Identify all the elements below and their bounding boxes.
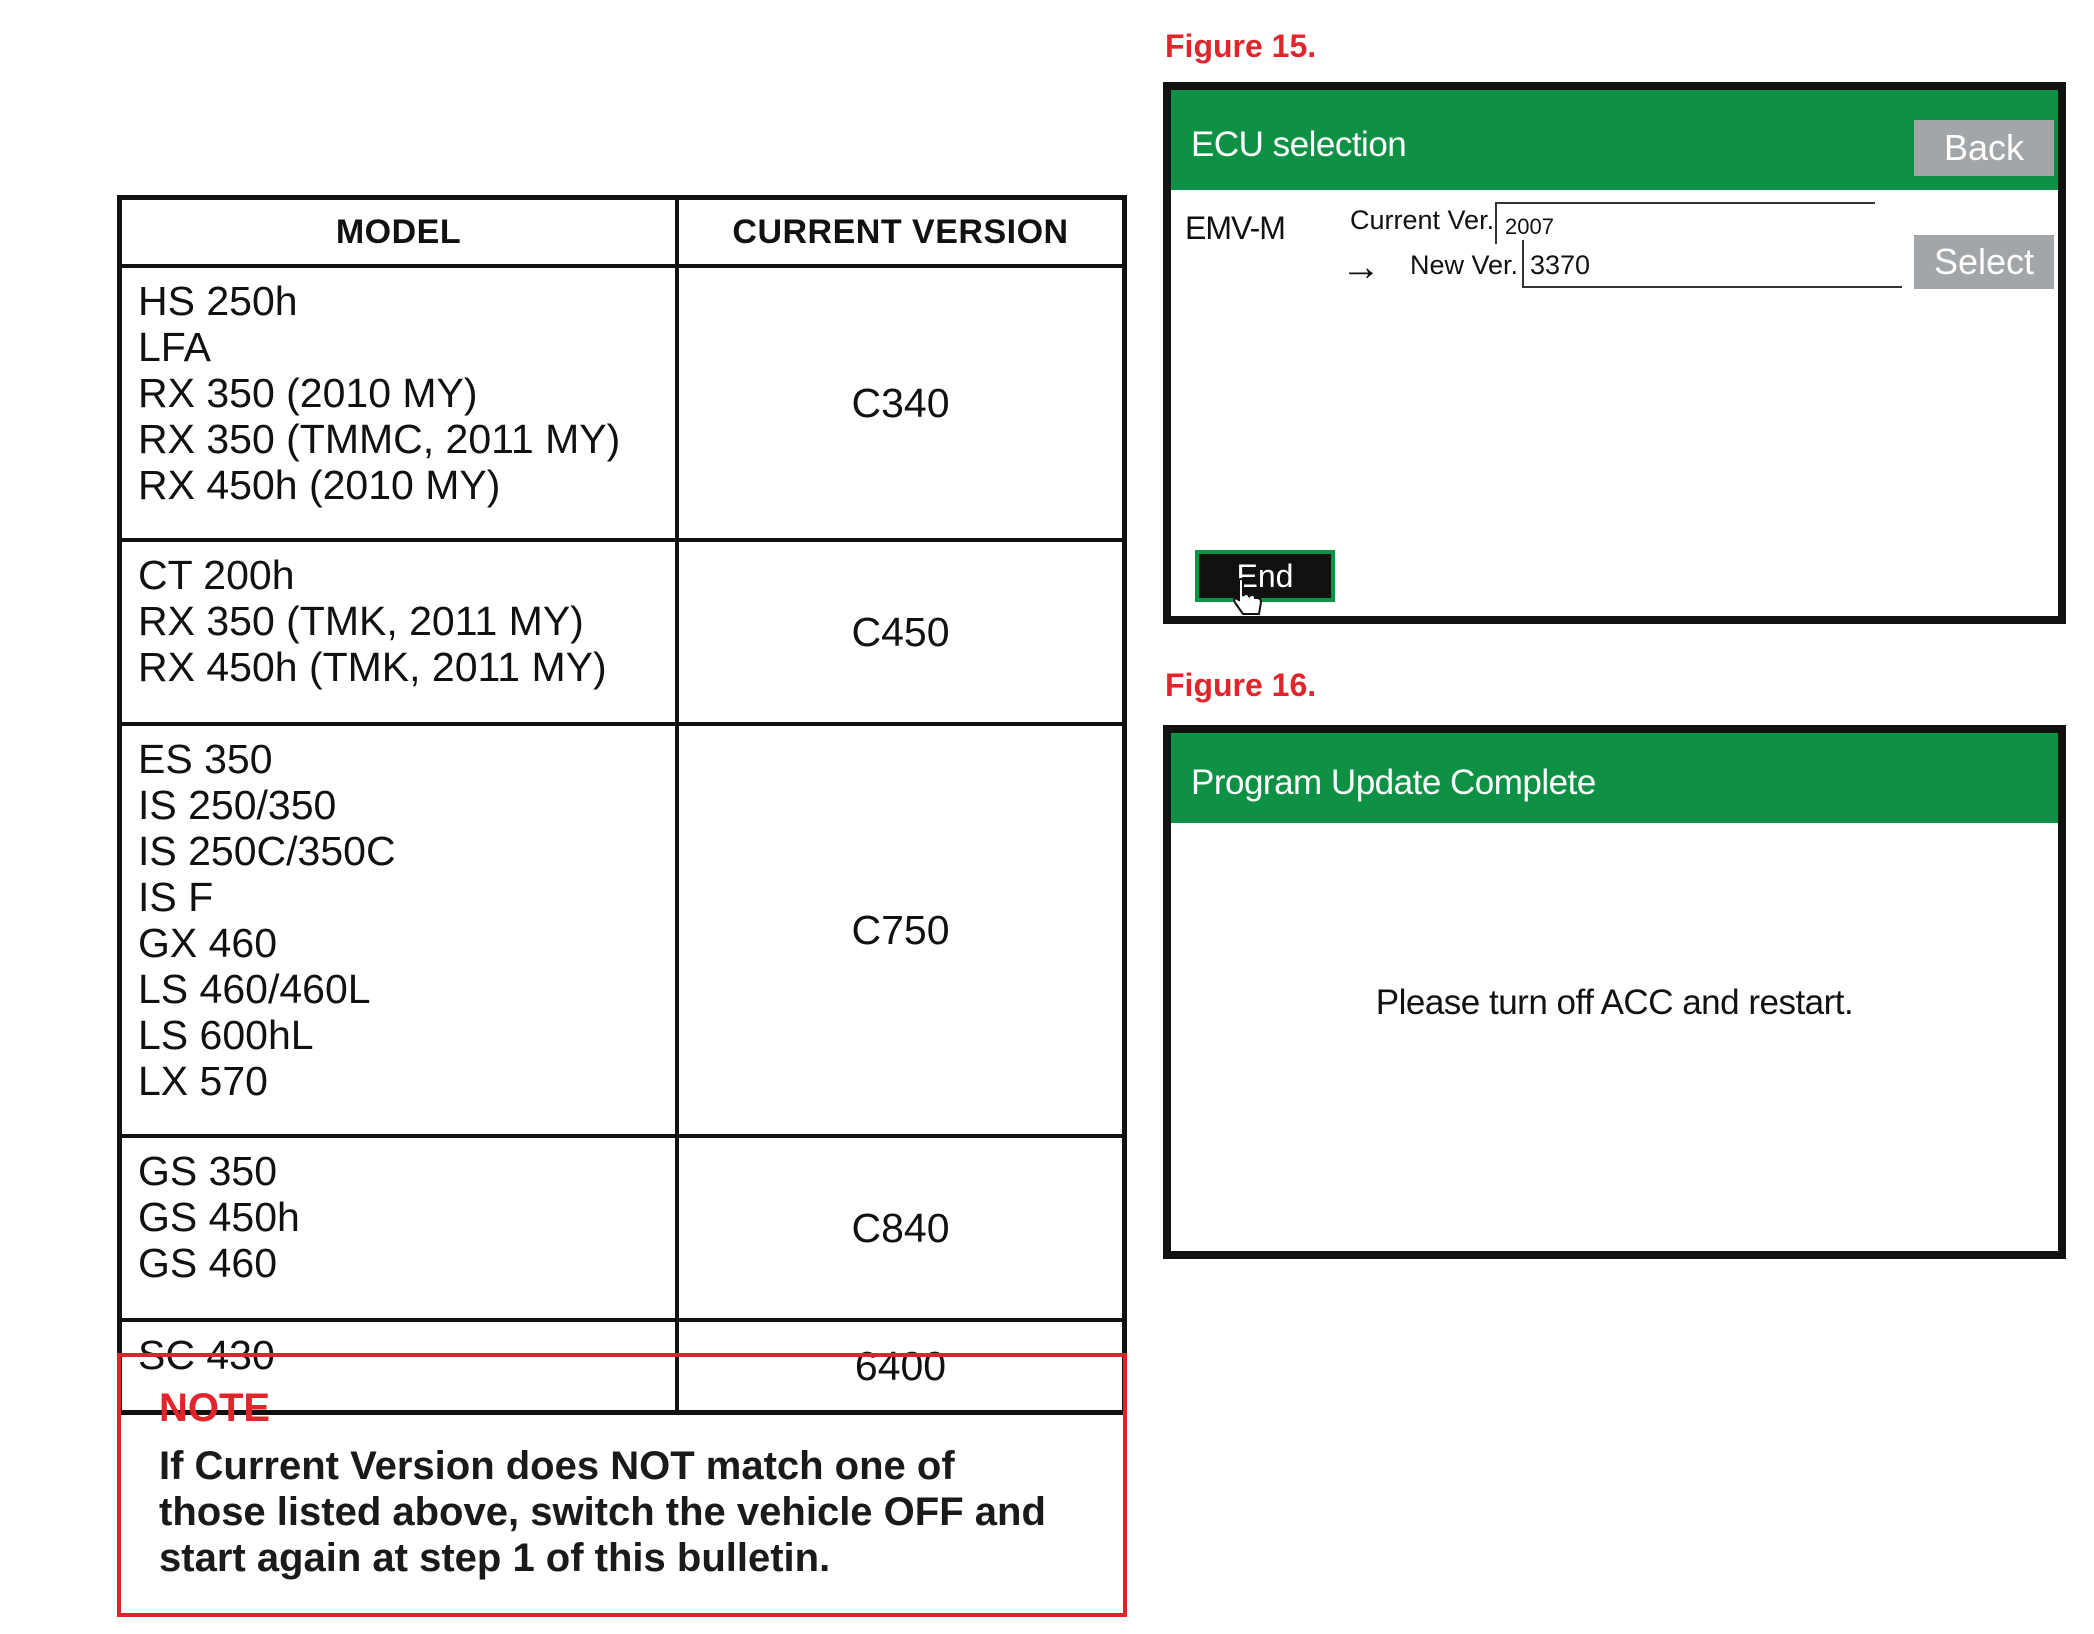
model-name: IS F xyxy=(138,874,214,920)
note-line: those listed above, switch the vehicle OFF and xyxy=(159,1490,1046,1534)
note-body xyxy=(159,1443,1087,1581)
model-name: GS 350 xyxy=(138,1148,278,1194)
table-row xyxy=(120,540,1125,724)
table-row xyxy=(120,266,1125,540)
model-name: RX 450h (2010 MY) xyxy=(138,462,501,508)
model-name: RX 350 (2010 MY) xyxy=(138,370,478,416)
version-cell: C750 xyxy=(677,724,1125,1136)
end-button[interactable]: End xyxy=(1195,550,1335,602)
model-name: RX 350 (TMK, 2011 MY) xyxy=(138,598,584,644)
arrow-right-icon: → xyxy=(1341,245,1381,289)
model-name: ES 350 xyxy=(138,736,273,782)
version-cell: C450 xyxy=(677,540,1125,724)
screen-title: Program Update Complete xyxy=(1191,763,1596,802)
model-name: LFA xyxy=(138,324,211,370)
note-title: NOTE xyxy=(159,1386,271,1430)
model-cell xyxy=(120,266,678,540)
table-row xyxy=(120,1136,1125,1320)
figure-16-caption: Figure 16. xyxy=(1165,667,1317,703)
model-column-header: MODEL xyxy=(120,198,678,267)
table-header-row xyxy=(120,198,1125,267)
model-name: IS 250/350 xyxy=(138,782,337,828)
model-name: GS 450h xyxy=(138,1194,300,1240)
model-name: HS 250h xyxy=(138,278,298,324)
model-name: LS 600hL xyxy=(138,1012,314,1058)
version-column-header: CURRENT VERSION xyxy=(677,198,1125,267)
pointing-hand-icon xyxy=(1233,578,1267,623)
figure-15-caption: Figure 15. xyxy=(1165,28,1317,64)
model-name: LS 460/460L xyxy=(138,966,371,1012)
model-name: LX 570 xyxy=(138,1058,268,1104)
model-name: GS 460 xyxy=(138,1240,278,1286)
version-cell: C840 xyxy=(677,1136,1125,1320)
note-line: start again at step 1 of this bulletin. xyxy=(159,1536,831,1580)
ecu-name: EMV-M xyxy=(1185,210,1285,246)
model-cell xyxy=(120,724,678,1136)
current-version-label: Current Ver. xyxy=(1350,205,1495,235)
version-cell: 6400 xyxy=(677,1320,1125,1413)
model-name: IS 250C/350C xyxy=(138,828,396,874)
ecu-selection-screen xyxy=(1163,82,2066,624)
screen-title: ECU selection xyxy=(1191,125,1407,164)
new-version-value: 3370 xyxy=(1522,240,1902,288)
model-name: RX 350 (TMMC, 2011 MY) xyxy=(138,416,621,462)
current-version-value: 2007 xyxy=(1495,202,1875,244)
model-name: RX 450h (TMK, 2011 MY) xyxy=(138,644,607,690)
back-button[interactable]: Back xyxy=(1914,120,2054,176)
model-cell xyxy=(120,1136,678,1320)
model-name: CT 200h xyxy=(138,552,295,598)
new-version-label: New Ver. xyxy=(1410,250,1519,280)
program-update-header xyxy=(1171,733,2058,823)
note-box xyxy=(117,1353,1127,1617)
model-cell xyxy=(120,540,678,724)
version-cell: C340 xyxy=(677,266,1125,540)
table-row xyxy=(120,724,1125,1136)
model-name: SC 430 xyxy=(138,1332,275,1378)
model-name: GX 460 xyxy=(138,920,278,966)
select-button[interactable]: Select xyxy=(1914,235,2054,289)
program-update-screen xyxy=(1163,725,2066,1259)
note-line: If Current Version does NOT match one of xyxy=(159,1444,955,1488)
version-table xyxy=(117,195,1127,1415)
restart-message: Please turn off ACC and restart. xyxy=(1375,983,1854,1022)
